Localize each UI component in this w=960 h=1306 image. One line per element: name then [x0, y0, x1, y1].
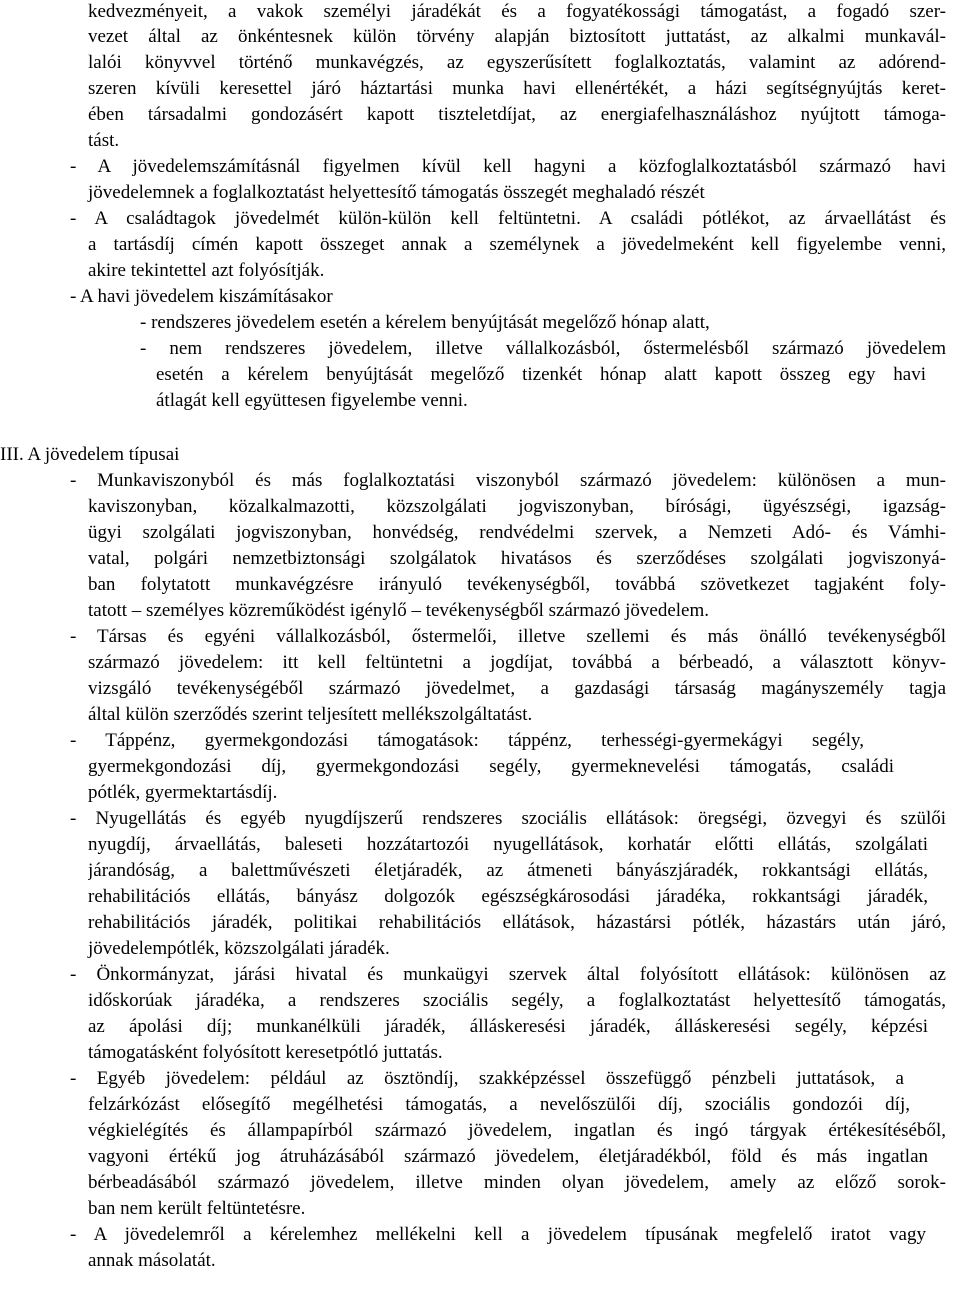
- text-line: - A családtagok jövedelmét külön-külön kell feltüntetni. A családi pótlékot, az árvaellátást és: [70, 208, 946, 229]
- text-line: tatott – személyes közreműködést igénylő – tevékenységből származó jövedelem.: [88, 600, 709, 621]
- text-line: - A jövedelemről a kérelemhez mellékelni kell a jövedelem típusának megfelelő iratot vagy: [70, 1224, 926, 1245]
- text-line: szeren kívüli keresettel járó háztartási munka havi ellenértékét, a házi segítségnyújtás keret-: [88, 78, 946, 99]
- text-line: felzárkózást elősegítő megélhetési támogatás, a nevelőszülői díj, szociális gondozói díj,: [88, 1094, 910, 1115]
- text-line: - Nyugellátás és egyéb nyugdíjszerű rendszeres szociális ellátások: öregségi, özvegyi és szülői: [70, 808, 946, 829]
- text-line: - A havi jövedelem kiszámításakor: [70, 286, 333, 307]
- text-line: nyugdíj, árvaellátás, baleseti hozzátartozói nyugellátások, korhatár előtti ellátás, szolgálati: [88, 834, 928, 855]
- text-line: az ápolási díj; munkanélküli járadék, álláskeresési járadék, álláskeresési segély, képzési: [88, 1016, 928, 1037]
- text-line: annak másolatát.: [88, 1250, 216, 1271]
- text-line: jövedelemnek a foglalkoztatást helyettesítő támogatás összegét meghaladó részét: [88, 182, 705, 203]
- text-line: akire tekintettel azt folyósítják.: [88, 260, 325, 281]
- regular-income-line: - rendszeres jövedelem esetén a kérelem benyújtását megelőző hónap alatt,: [140, 312, 710, 333]
- text-line: járandóság, a balettművészeti életjáradék, az átmeneti bányászjáradék, rokkantsági ellátás,: [88, 860, 928, 881]
- text-line: lalói könyvvel történő munkavégzés, az egyszerűsített foglalkoztatás, valamint az adórend-: [88, 52, 946, 73]
- text-line: - Egyéb jövedelem: például az ösztöndíj, szakképzéssel összefüggő pénzbeli juttatások, a: [70, 1068, 904, 1089]
- section-heading: III. A jövedelem típusai: [0, 444, 180, 465]
- text-line: tást.: [88, 130, 120, 151]
- text-line: időskorúak járadéka, a rendszeres szociális segély, a foglalkoztatást helyettesítő támogatás,: [88, 990, 946, 1011]
- text-line: ban folytatott munkavégzésre irányuló tevékenységből, továbbá szövetkezet tagjaként foly-: [88, 574, 946, 595]
- text-line: ban nem került feltüntetésre.: [88, 1198, 306, 1219]
- text-line: vagyoni értékű jog átruházásából származó jövedelem, életjáradékból, föld és más ingatlan: [88, 1146, 928, 1167]
- text-line: pótlék, gyermektartásdíj.: [88, 782, 278, 803]
- irregular-income-line: átlagát kell együttesen figyelembe venni.: [156, 390, 468, 411]
- text-line: vatal, polgári nemzetbiztonsági szolgálatok hivatásos és szerződéses szolgálati jogviszonyá-: [88, 548, 946, 569]
- text-line: vezet által az önkéntesnek külön törvény alapján biztosított juttatást, az alkalmi munkavál-: [88, 26, 946, 47]
- text-line: kedvezményeit, a vakok személyi járadékát és a fogyatékossági támogatást, a fogadó szer-: [88, 1, 946, 22]
- text-line: rehabilitációs ellátás, bányász dolgozók egészségkárosodási járadéka, rokkantsági járadék,: [88, 886, 928, 907]
- text-line: gyermekgondozási díj, gyermekgondozási segély, gyermeknevelési támogatás, családi: [88, 756, 894, 777]
- text-line: vizsgáló tevékenységéből származó jövedelmet, a gazdasági társaság magányszemély tagja: [88, 678, 946, 699]
- irregular-income-line: esetén a kérelem benyújtását megelőző tizenkét hónap alatt kapott összeg egy havi: [156, 364, 926, 385]
- text-line: jövedelempótlék, közszolgálati járadék.: [88, 938, 390, 959]
- text-line: támogatásként folyósított keresetpótló juttatás.: [88, 1042, 443, 1063]
- text-line: - Társas és egyéni vállalkozásból, őstermelői, illetve szellemi és más önálló tevékenységből: [70, 626, 946, 647]
- text-line: bérbeadásából származó jövedelem, illetve minden olyan jövedelem, amely az előző sorok-: [88, 1172, 946, 1193]
- text-line: - Önkormányzat, járási hivatal és munkaügyi szervek által folyósított ellátások: különösen az: [70, 964, 946, 985]
- text-line: - A jövedelemszámításnál figyelmen kívül kell hagyni a közfoglalkoztatásból származó havi: [70, 156, 946, 177]
- text-line: rehabilitációs járadék, politikai rehabilitációs ellátások, házastársi pótlék, házastárs után járó,: [88, 912, 946, 933]
- irregular-income-line: - nem rendszeres jövedelem, illetve vállalkozásból, őstermelésből származó jövedelem: [140, 338, 946, 359]
- text-line: származó jövedelem: itt kell feltüntetni a jogdíjat, továbbá a bérbeadó, a választott könyv-: [88, 652, 946, 673]
- text-line: - Táppénz, gyermekgondozási támogatások: táppénz, terhességi-gyermekágyi segély,: [70, 730, 864, 751]
- text-line: a tartásdíj címén kapott összeget annak a személynek a jövedelmeként kell figyelembe venni,: [88, 234, 946, 255]
- text-line: által külön szerződés szerint teljesített mellékszolgáltatást.: [88, 704, 533, 725]
- text-line: kaviszonyban, közalkalmazotti, közszolgálati jogviszonyban, bírósági, ügyészségi, igazság-: [88, 496, 946, 517]
- text-line: ében társadalmi gondozásért kapott tiszteletdíjat, az energiafelhasználáshoz nyújtott támoga-: [88, 104, 946, 125]
- text-line: - Munkaviszonyból és más foglalkoztatási viszonyból származó jövedelem: különösen a mun-: [70, 470, 946, 491]
- text-line: végkielégítés és állampapírból származó jövedelem, ingatlan és ingó tárgyak értékesítéséből,: [88, 1120, 946, 1141]
- text-line: ügyi szolgálati jogviszonyban, honvédség, rendvédelmi szervek, a Nemzeti Adó- és Vámhi-: [88, 522, 946, 543]
